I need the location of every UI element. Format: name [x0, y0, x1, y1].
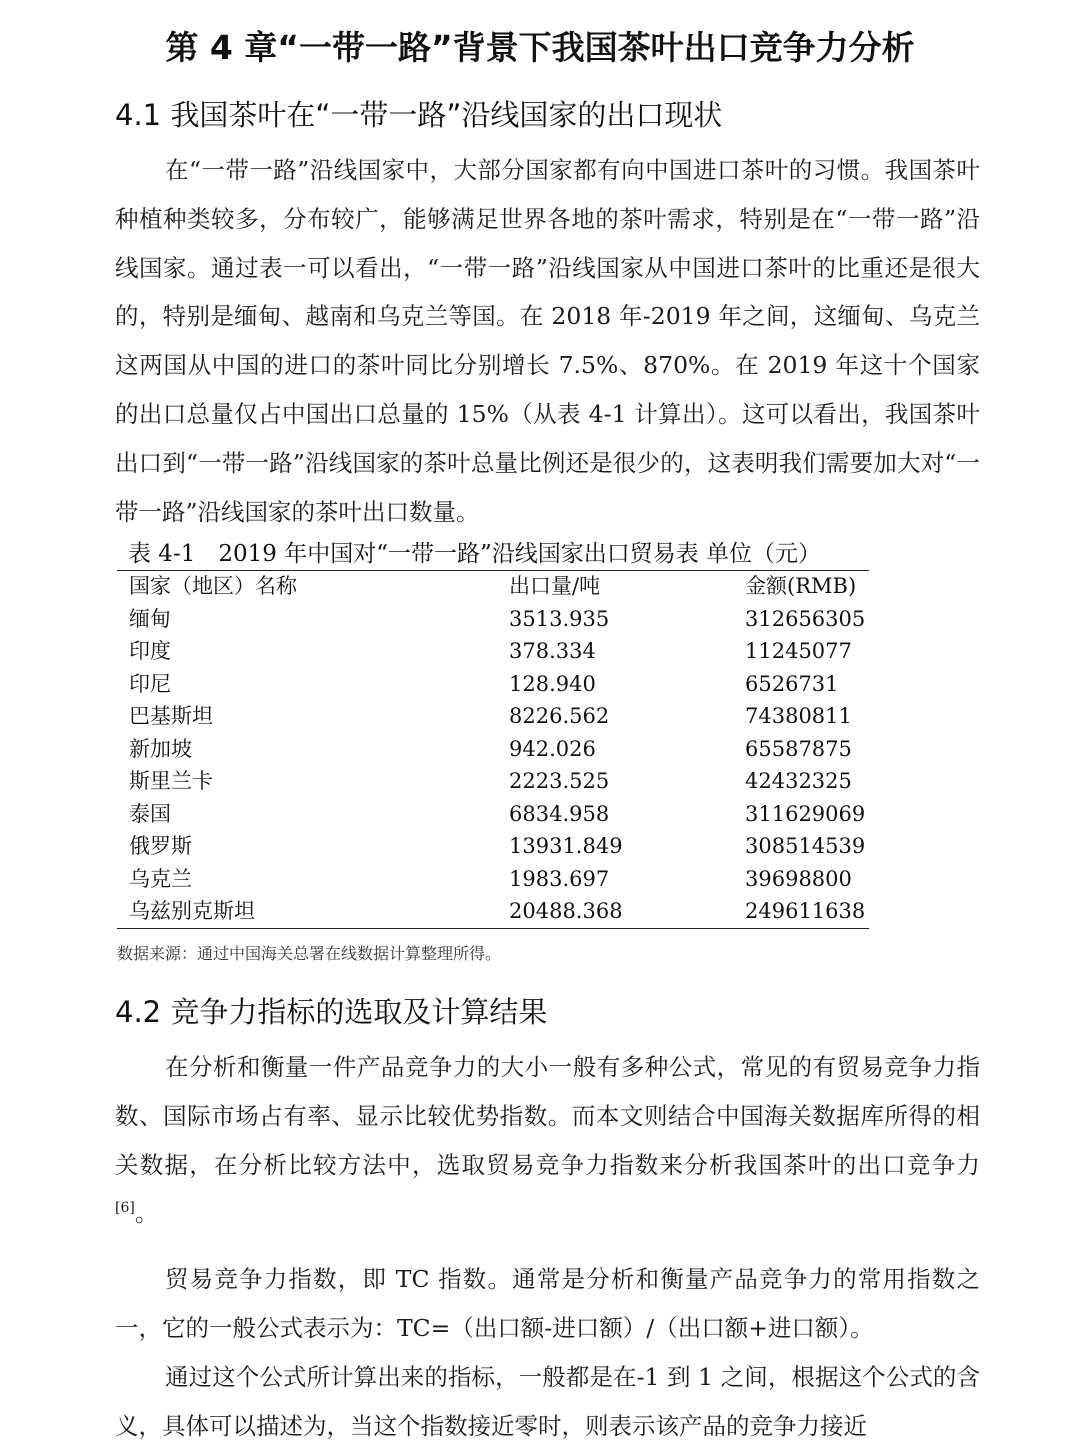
table-row — [117, 700, 869, 733]
table-caption: 表 4-1 2019 年中国对“一带一路”沿线国家出口贸易表 单位（元） — [128, 541, 822, 567]
cell-country: 缅甸 — [129, 606, 171, 631]
column-header-country: 国家（地区）名称 — [129, 574, 297, 598]
table-row — [117, 798, 869, 831]
cell-country: 印尼 — [129, 671, 171, 696]
cell-volume: 378.334 — [509, 639, 596, 663]
cell-country: 新加坡 — [129, 736, 192, 761]
citation-reference[interactable]: [6] — [115, 1200, 135, 1217]
cell-amount: 11245077 — [745, 639, 852, 663]
cell-volume: 2223.525 — [509, 769, 610, 793]
cell-volume: 3513.935 — [509, 606, 610, 631]
table-header-row — [117, 570, 869, 603]
cell-volume: 13931.849 — [509, 834, 623, 858]
cell-amount: 65587875 — [745, 736, 852, 761]
cell-amount: 74380811 — [745, 704, 852, 728]
paragraph-1-end: 。 — [134, 1199, 159, 1228]
cell-amount: 39698800 — [745, 866, 852, 891]
table-row — [117, 668, 869, 701]
cell-amount: 249611638 — [745, 899, 866, 923]
table-source-note: 数据来源：通过中国海关总署在线数据计算整理所得。 — [117, 944, 502, 963]
cell-volume: 20488.368 — [509, 899, 623, 923]
cell-country: 斯里兰卡 — [129, 769, 213, 793]
table-row — [117, 765, 869, 798]
export-trade-table — [117, 570, 869, 928]
table-row — [117, 895, 869, 928]
cell-amount: 42432325 — [745, 769, 852, 793]
table-bottom-rule — [117, 928, 869, 929]
table-row — [117, 830, 869, 863]
cell-amount: 308514539 — [745, 834, 866, 858]
column-header-volume: 出口量/吨 — [509, 574, 601, 598]
cell-volume: 128.940 — [509, 671, 596, 696]
cell-country: 乌兹别克斯坦 — [129, 899, 255, 923]
section-heading-4-1: 4.1 我国茶叶在“一带一路”沿线国家的出口现状 — [115, 98, 723, 132]
table-row — [117, 603, 869, 636]
column-header-amount: 金额(RMB) — [745, 574, 857, 598]
cell-volume: 8226.562 — [509, 704, 610, 728]
cell-country: 印度 — [129, 639, 171, 663]
chapter-title: 第 4 章“一带一路”背景下我国茶叶出口竞争力分析 — [165, 28, 915, 67]
table-row — [117, 863, 869, 896]
section-heading-4-2: 4.2 竞争力指标的选取及计算结果 — [115, 995, 548, 1029]
cell-amount: 6526731 — [745, 671, 839, 696]
section-4-2-paragraph-3: 通过这个公式所计算出来的指标，一般都是在-1 到 1 之间，根据这个公式的含义，具体可以描述为，当这个指数接近零时，则表示该产品的竞争力接近 — [115, 1363, 980, 1440]
section-4-1-paragraph: 在“一带一路”沿线国家中，大部分国家都有向中国进口茶叶的习惯。我国茶叶种植种类较多，分布较广，能够满足世界各地的茶叶需求，特别是在“一带一路”沿线国家。通过表一可以看出，“一带一路”沿线国家从中国进口茶叶的比重还是很大的，特别是缅甸、越南和乌克兰等国。在 2018 年-2019 年之间，这缅甸、乌克兰这两国从中国的进口的茶叶同比分别增长 7.5%、870%。在 2019 年这十个国家的出口总量仅占中国出口总量的 15%（从表 4-1 计算出）。这可以看出，我国茶叶出口到“一带一路”沿线国家的茶叶总量比例还是很少的，这表明我们需要加大对“一带一路”沿线国家的茶叶出口数量。 — [115, 156, 980, 526]
section-4-2-paragraph-2: 贸易竞争力指数，即 TC 指数。通常是分析和衡量产品竞争力的常用指数之一，它的一般公式表示为：TC=（出口额-进口额）/（出口额+进口额）。 — [115, 1265, 980, 1342]
cell-amount: 312656305 — [745, 606, 866, 631]
cell-country: 乌克兰 — [129, 866, 192, 891]
table-row — [117, 635, 869, 668]
cell-volume: 6834.958 — [509, 801, 610, 826]
cell-volume: 942.026 — [509, 736, 596, 761]
cell-country: 俄罗斯 — [129, 834, 192, 858]
cell-volume: 1983.697 — [509, 866, 610, 891]
table-row — [117, 733, 869, 766]
section-4-2-paragraph-1 — [115, 1043, 980, 1238]
paragraph-1-text: 在分析和衡量一件产品竞争力的大小一般有多种公式，常见的有贸易竞争力指数、国际市场占有率、显示比较优势指数。而本文则结合中国海关数据库所得的相关数据，在分析比较方法中，选取贸易竞争力指数来分析我国茶叶的出口竞争力 — [115, 1053, 980, 1179]
cell-country: 巴基斯坦 — [129, 704, 213, 728]
cell-amount: 311629069 — [745, 801, 866, 826]
cell-country: 泰国 — [129, 801, 171, 826]
